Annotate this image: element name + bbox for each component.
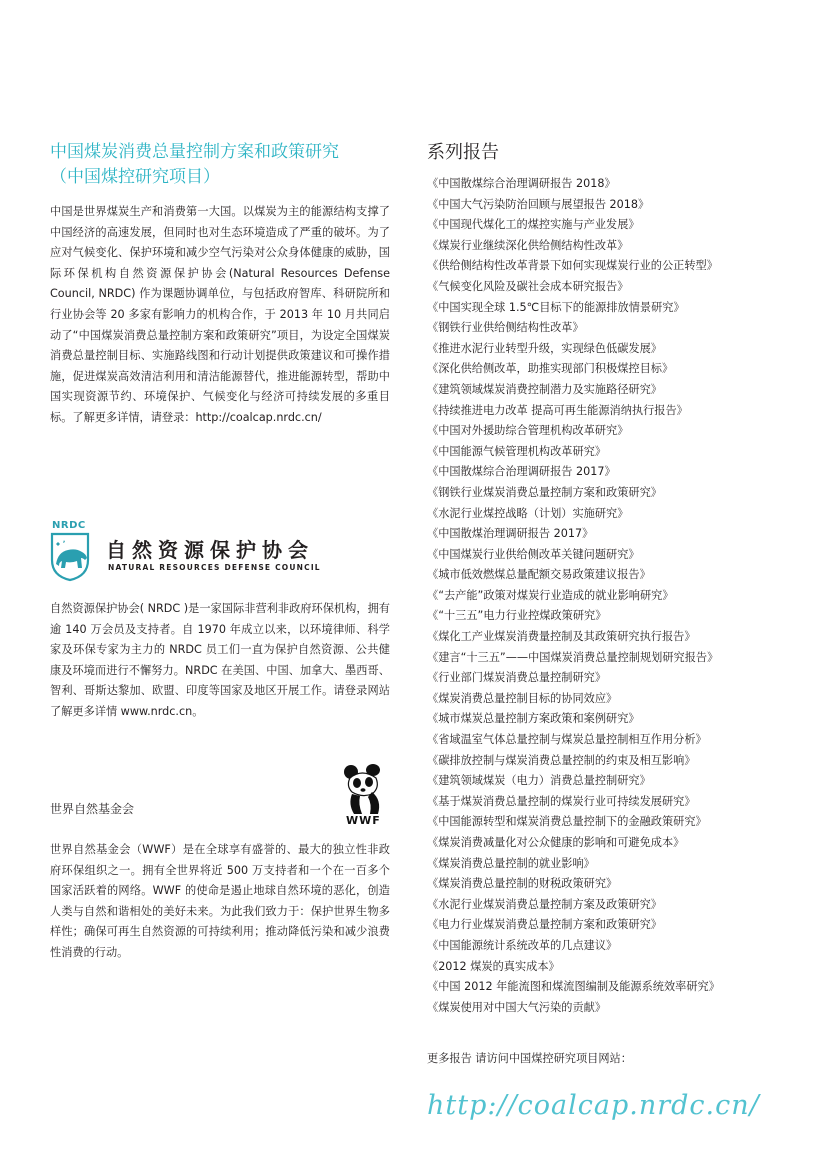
series-title: 系列报告: [427, 142, 499, 163]
report-item: 《中国能源统计系统改革的几点建议》: [427, 938, 618, 952]
report-item: 《煤炭行业继续深化供给侧结构性改革》: [427, 238, 629, 252]
project-intro: 中国是世界煤炭生产和消费第一大国。以煤炭为主的能源结构支撑了中国经济的高速发展，但同时也对生态环境造成了严重的破坏。为了应对气候变化、保护环境和减少空气污染对公众身体健康的威胁，国际环保机构自然资源保护协会(Natural Resources Defense Council, NRDC) 作为课题协调单位，与包括政府智库、科研院所和行业协会等 20 多家有影响力的机构合作，于 2013 年 10 月共同启动了“中国煤炭消费总量控制方案和政策研究”项目，为设定全国煤炭消费总量控制目标、实施路线图和行动计划提供政策建议和可操作措施，促进煤炭高效清洁利用和清洁能源替代，推进能源转型，帮助中国实现资源节约、环境保护、气候变化与经济可持续发展的多重目标。了解更多详情，请登录：http://coalcap.nrdc.cn/: [50, 205, 390, 424]
left-column: [50, 140, 390, 429]
report-item: 《基于煤炭消费总量控制的煤炭行业可持续发展研究》: [427, 794, 696, 808]
report-item: 《煤炭消费总量控制的财税政策研究》: [427, 877, 618, 891]
project-title: [50, 140, 390, 190]
report-item: 《中国能源气候管理机构改革研究》: [427, 444, 607, 458]
report-item: 《中国大气污染防治回顾与展望报告 2018》: [427, 197, 650, 211]
nrdc-description: 自然资源保护协会( NRDC )是一家国际非营利非政府环保机构，拥有逾 140 万会员及支持者。自 1970 年成立以来，以环境律师、科学家及环保专家为主力的 NRDC 员工们一直为保护自然资源、公共健康及环境而进行不懈努力。NRDC 在美国、中国、加拿大、墨西哥、智利、哥斯达黎加、欧盟、印度等国家及地区开展工作。请登录网站了解更多详情 www.nrdc.cn。: [50, 602, 390, 718]
report-item: 《钢铁行业煤炭消费总量控制方案和政策研究》: [427, 485, 662, 499]
report-item: 《水泥行业煤炭消费总量控制方案及政策研究》: [427, 897, 662, 911]
report-item: 《建筑领域煤炭消费控制潜力及实施路径研究》: [427, 382, 662, 396]
report-item: 《中国能源转型和煤炭消费总量控制下的金融政策研究》: [427, 815, 707, 829]
project-title-line2: （中国煤控研究项目）: [50, 167, 220, 187]
report-item: 《中国现代煤化工的煤控实施与产业发展》: [427, 218, 640, 232]
report-item: 《“十三五”电力行业控煤政策研究》: [427, 609, 607, 623]
report-item: 《煤炭消费总量控制目标的协同效应》: [427, 691, 618, 705]
wwf-heading: 世界自然基金会: [50, 802, 135, 816]
report-item: 《电力行业煤炭消费总量控制方案和政策研究》: [427, 918, 662, 932]
report-item: 《煤炭消费减量化对公众健康的影响和可避免成本》: [427, 836, 685, 849]
report-item: 《供给侧结构性改革背景下如何实现煤炭行业的公正转型》: [427, 259, 718, 273]
nrdc-cn-name: 自然资源保护协会: [106, 538, 314, 562]
report-item: 《建言“十三五”——中国煤炭消费总量控制规划研究报告》: [427, 650, 719, 664]
nrdc-logo: [50, 520, 350, 582]
report-item: 《煤炭消费总量控制的就业影响》: [427, 856, 595, 870]
report-item: 《行业部门煤炭消费总量控制研究》: [427, 671, 607, 685]
project-title-line1: 中国煤炭消费总量控制方案和政策研究: [50, 142, 339, 162]
report-item: 《中国煤炭行业供给侧改革关键问题研究》: [427, 547, 640, 561]
report-item: 《2012 煤炭的真实成本》: [427, 959, 560, 973]
report-item: 《煤化工产业煤炭消费量控制及其政策研究执行报告》: [427, 630, 696, 644]
report-item: 《中国散煤综合治理调研报告 2018》: [427, 177, 616, 190]
report-item: 《城市煤炭总量控制方案政策和案例研究》: [427, 712, 640, 726]
report-item: 《深化供给侧改革，助推实现部门积极煤控目标》: [427, 362, 674, 376]
report-item: 《水泥行业煤控战略（计划）实施研究》: [427, 506, 629, 520]
report-item: 《城市低效燃煤总量配额交易政策建议报告》: [427, 568, 651, 582]
report-item: 《建筑领域煤炭（电力）消费总量控制研究》: [427, 774, 651, 788]
report-item: 《中国对外援助综合管理机构改革研究》: [427, 424, 629, 438]
nrdc-abbr: NRDC: [52, 520, 86, 531]
right-column: [427, 140, 787, 1018]
nrdc-en-name: NATURAL RESOURCES DEFENSE COUNCIL: [108, 563, 321, 572]
report-item: 《“去产能”政策对煤炭行业造成的就业影响研究》: [427, 588, 674, 602]
project-url-link[interactable]: http://coalcap.nrdc.cn/: [427, 1090, 760, 1121]
report-list: [427, 174, 787, 1018]
wwf-logo: [340, 764, 388, 828]
report-item: 《中国散煤治理调研报告 2017》: [427, 527, 594, 541]
wwf-label: WWF: [346, 814, 381, 827]
report-item: 《碳排放控制与煤炭消费总量控制的约束及相互影响》: [427, 753, 696, 767]
report-item: 《气候变化风险及碳社会成本研究报告》: [427, 279, 629, 293]
report-item: 《省域温室气体总量控制与煤炭总量控制相互作用分析》: [427, 733, 707, 747]
report-item: 《钢铁行业供给侧结构性改革》: [427, 321, 584, 335]
report-item: 《中国 2012 年能流图和煤流图编制及能源系统效率研究》: [427, 980, 720, 994]
report-item: 《持续推进电力改革 提高可再生能源消纳执行报告》: [427, 403, 688, 417]
panda-icon: [340, 764, 388, 816]
wwf-description: 世界自然基金会（WWF）是在全球享有盛誉的、最大的独立性非政府环保组织之一。拥有全世界将近 500 万支持者和一个在一百多个国家活跃着的网络。WWF 的使命是遏止地球自然环境的恶化，创造人类与自然和谐相处的美好未来。为此我们致力于：保护世界生物多样性；确保可再生自然资源的可持续利用；推动降低污染和减少浪费性消费的行动。: [50, 843, 390, 959]
report-item: 《中国散煤综合治理调研报告 2017》: [427, 465, 616, 479]
report-item: 《推进水泥行业转型升级，实现绿色低碳发展》: [427, 341, 662, 355]
report-item: 《煤炭使用对中国大气污染的贡献》: [427, 1000, 607, 1014]
report-item: 《中国实现全球 1.5℃目标下的能源排放情景研究》: [427, 300, 685, 314]
more-reports-text: 更多报告 请访问中国煤控研究项目网站：: [427, 1052, 632, 1065]
